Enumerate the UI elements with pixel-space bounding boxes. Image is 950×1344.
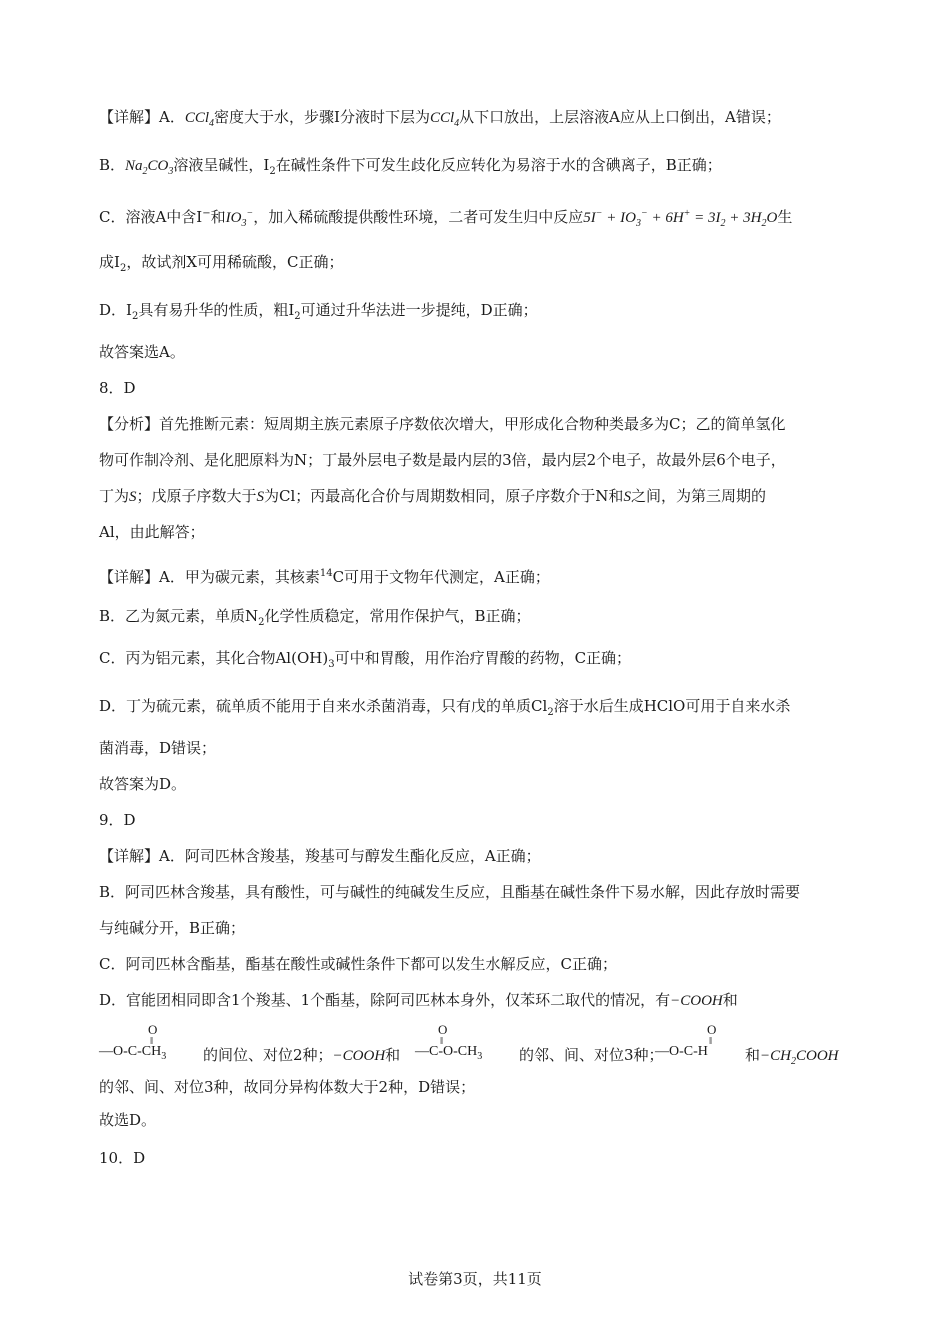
text-line: 故答案为D。 <box>99 775 187 793</box>
text-line: B．$Na_2CO_3$溶液呈碱性，$I_2$在碱性条件下可发生歧化反应转化为易溶于水的含碘离子，B正确； <box>99 156 722 177</box>
structure-main: $—O-C-CH_3$ <box>99 1044 167 1062</box>
text-line: 物可作制冷剂、是化肥原料为N；丁最外层电子数是最内层的3倍，最内层2个电子，故最外层6个电子， <box>99 451 786 469</box>
double-bond: ‖ <box>150 1035 154 1047</box>
formula-text: 的邻、间、对位3种； <box>519 1046 664 1064</box>
text-line: 菌消毒，D错误； <box>99 739 217 757</box>
structure-main: $—C-O-CH_3$ <box>415 1044 483 1062</box>
text-line: 成$I_2$，故试剂X可用稀硫酸，C正确； <box>99 253 344 274</box>
structure-o: O <box>148 1022 158 1037</box>
text-line: 故选D。 <box>99 1111 157 1129</box>
text-line: 【详解】A．阿司匹林含羧基，羧基可与醇发生酯化反应，A正确； <box>99 847 541 865</box>
isomer-formula-line <box>99 1022 889 1066</box>
text-line: D．$I_2$具有易升华的性质，粗$I_2$可通过升华法进一步提纯，D正确； <box>99 301 538 322</box>
text-line: C．溶液A中含I−和$IO_3^-$，加入稀硫酸提供酸性环境，二者可发生归中反应$5I^- + IO_3^- + 6H^+ = 3I_2 + 3H_2O$生 <box>99 208 793 229</box>
structure-main: —O-C-H <box>655 1044 708 1059</box>
text-line: 【详解】A．CCl$_4$密度大于水，步骤I分液时下层为CCl$_4$从下口放出，上层溶液A应从上口倒出，A错误； <box>99 108 781 129</box>
page-footer: 试卷第3页，共11页 <box>408 1270 542 1288</box>
text-line: 9．D <box>99 811 136 829</box>
structure-acetoxy <box>99 1022 209 1066</box>
text-line: D．丁为硫元素，硫单质不能用于自来水杀菌消毒，只有戊的单质$Cl_2$溶于水后生成HClO可用于自来水杀 <box>99 697 791 718</box>
text-line: Al，由此解答； <box>99 523 205 541</box>
structure-methyl-ester <box>415 1022 525 1066</box>
text-line: C．阿司匹林含酯基，酯基在酸性或碱性条件下都可以发生水解反应，C正确； <box>99 955 617 973</box>
text-line: 故答案选A。 <box>99 343 185 361</box>
text-line: 10．D <box>99 1149 146 1167</box>
text-line: C．丙为铝元素，其化合物$Al(OH)_3$可中和胃酸，用作治疗胃酸的药物，C正确； <box>99 649 632 670</box>
text-line: D．官能团相同即含1个羧基、1个酯基，除阿司匹林本身外，仅苯环二取代的情况，有−COOH和 <box>99 991 738 1009</box>
text-line: 【详解】A．甲为碳元素，其核素$^{14}$C可用于文物年代测定，A正确； <box>99 568 550 586</box>
structure-o: O <box>438 1022 448 1037</box>
double-bond: ‖ <box>709 1035 713 1047</box>
text-line: B．阿司匹林含羧基，具有酸性，可与碱性的纯碱发生反应，且酯基在碱性条件下易水解，因此存放时需要 <box>99 883 801 901</box>
text-line: B．乙为氮元素，单质$N_2$化学性质稳定，常用作保护气，B正确； <box>99 607 531 628</box>
text-line: 【分析】首先推断元素：短周期主族元素原子序数依次增大，甲形成化合物种类最多为C；乙的简单氢化 <box>99 415 786 433</box>
text-line: 与纯碱分开，B正确； <box>99 919 246 937</box>
text-line: 8．D <box>99 379 136 397</box>
formula-text: 和$-CH_2COOH$ <box>745 1046 839 1067</box>
text-line: 的邻、间、对位3种，故同分异构体数大于2种，D错误； <box>99 1078 476 1096</box>
double-bond: ‖ <box>440 1035 444 1047</box>
formula-text: 的间位、对位2种；−COOH和 <box>203 1046 401 1064</box>
structure-o: O <box>707 1022 717 1037</box>
text-line: 丁为S；戊原子序数大于S为Cl；丙最高化合价与周期数相同，原子序数介于N和S之间，为第三周期的 <box>99 487 766 505</box>
